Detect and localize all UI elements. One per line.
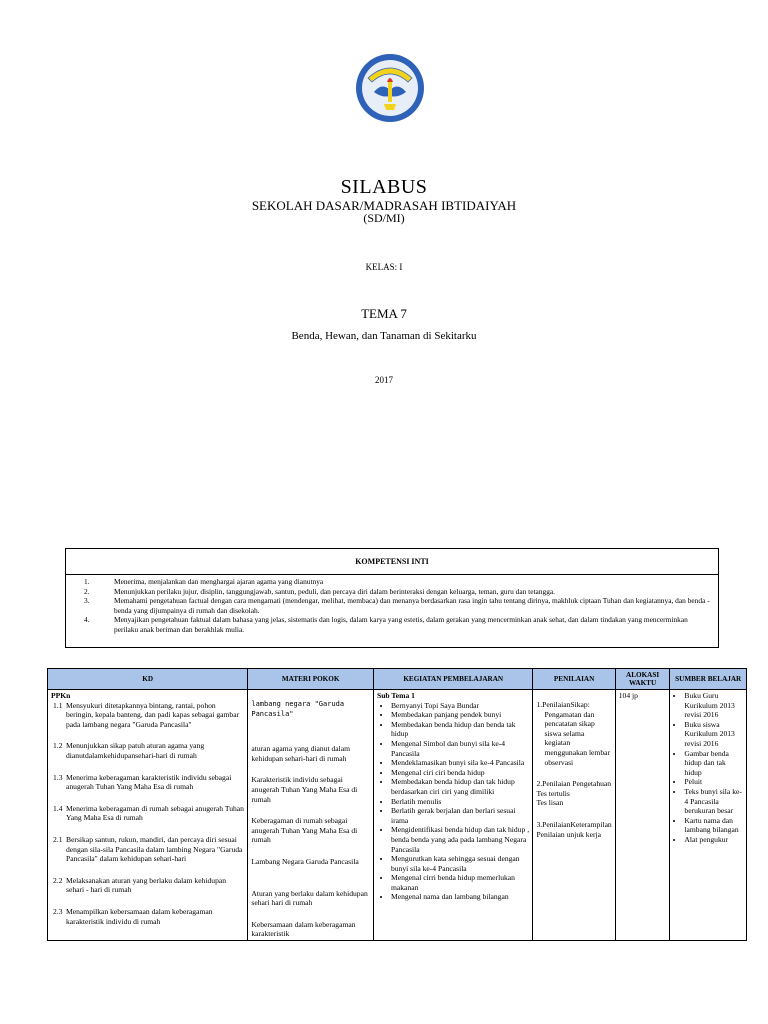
school-level: SEKOLAH DASAR/MADRASAH IBTIDAIYAH — [251, 198, 517, 213]
alokasi-cell: 104 jp — [615, 690, 670, 941]
penilaian-cell — [533, 690, 615, 941]
list-item: • Membedakan panjang pendek bunyi — [391, 710, 529, 720]
materi-item: Aturan yang berlaku dalam kehidupan sehari hari di rumah — [251, 888, 368, 908]
school-level-abbr: (SD/MI) — [363, 211, 405, 225]
silabus-table — [47, 668, 747, 941]
ki-item: 4. Menyajikan pengetahuan faktual dalam bahasa yang jelas, sistematis dan logis, dalam karya yang estetis, dalam gerakan yang mencerminkan anak sehat, dan dalam tindakan yang mencerminkan perilaku anak beriman dan berakhlak mulia. — [84, 615, 688, 634]
list-item: • Alat pengukur — [684, 835, 743, 845]
header-kd: KD — [48, 669, 248, 690]
materi-item: lambang negara "Garuda Pancasila" — [251, 700, 345, 718]
kegiatan-cell — [373, 690, 532, 941]
list-item: • Berlatih gerak berjalan dan berlari sesuai irama — [391, 806, 529, 825]
kompetensi-inti-list — [66, 575, 718, 635]
table-row — [48, 690, 747, 941]
header-penilaian: PENILAIAN — [533, 669, 615, 690]
materi-cell — [248, 690, 374, 941]
ki-item: 1. Menerima, menjalankan dan menghargai ajaran agama yang dianutnya — [84, 577, 324, 586]
list-item: • Mengidentifikasi benda hidup dan tak hidup , benda benda yang ada pada lambang Negara Pancasila — [391, 825, 529, 854]
list-item: • Mengenal cirri benda hidup memerlukan makanan — [391, 873, 529, 892]
list-item: • Gambar benda hidup dan tak hidup — [684, 749, 743, 778]
kegiatan-list — [377, 701, 529, 902]
class-label: KELAS: I — [365, 262, 403, 272]
list-item: • Mendeklamasikan bunyi sila ke-4 Pancasila — [391, 758, 529, 768]
sumber-list — [673, 691, 743, 845]
kd-item: 2.2 Melaksanakan aturan yang berlaku dalam kehidupan sehari - hari di rumah — [53, 875, 227, 895]
header-alokasi: ALOKASI WAKTU — [615, 669, 670, 690]
ki-item: 3. Memahami pengetahuan factual dengan cara mengamati (mendengar, melihat, membaca) dan menanya berdasarkan rasa ingin tahu tentang dirinya, makhluk ciptaan Tuhan dan kegiatannya, dan benda - benda yang dijumpainya di rumah dan disekolah. — [84, 596, 710, 615]
kd-item: 1.2 Menunjukkan sikap patuh aturan agama yang dianutdalamkehidupansehari-hari di rumah — [53, 741, 205, 760]
kompetensi-inti-heading: KOMPETENSI INTI — [66, 549, 718, 575]
header-sumber: SUMBER BELAJAR — [670, 669, 747, 690]
penilaian-item: Tes tertulis — [536, 788, 570, 798]
list-item: • Mengenal ciri ciri benda hidup — [391, 768, 529, 778]
penilaian-keterampilan-body: Penilaian unjuk kerja — [536, 829, 601, 839]
tut-wuri-handayani-logo — [354, 52, 426, 124]
penilaian-keterampilan-title: 3.PenilaianKeterampilan — [536, 819, 612, 829]
ki-item: 2. Menunjukkan perilaku jujur, disiplin, tanggungjawab, santun, peduli, dan percaya diri dalam berinteraksi dengan keluarga, teman, guru dan tetangga. — [84, 586, 556, 596]
kd-item: 1.4 Menerima keberagaman di rumah sebagai anugerah Tuhan Yang Maha Esa di rumah — [53, 803, 244, 823]
kd-item: 1.3 Menerima keberagaman karakteristik individu sebagai anugerah Tuhan Yang Maha Esa di rumah — [53, 772, 232, 792]
penilaian-pengetahuan-title: 2.Penilaian Pengetahuan — [536, 779, 612, 789]
penilaian-sikap-title: 1.PenilaianSikap: — [536, 700, 590, 709]
list-item: • Buku Guru Kurikulum 2013 revisi 2016 — [684, 691, 743, 720]
year: 2017 — [375, 375, 393, 385]
list-item: • Kartu nama dan lambang bilangan — [684, 816, 743, 835]
kompetensi-inti-box — [65, 548, 719, 648]
subject-heading: PPKn — [51, 691, 71, 700]
kd-cell — [48, 690, 248, 941]
materi-item: Karakteristik individu sebagai anugerah Tuhan Yang Maha Esa di rumah — [251, 775, 358, 804]
list-item: • Mengurutkan kata sehingga sesuai dengan bunyi sila ke-4 Pancasila — [391, 854, 529, 873]
header-kegiatan: KEGIATAN PEMBELAJARAN — [373, 669, 532, 690]
kd-item: 1.1 Mensyukuri ditetapkannya bintang, rantai, pohon beringin, kepala banteng, dan padi kapas sebagai gambar pada lambang negara "Garuda Pancasila" — [53, 700, 240, 729]
sumber-cell — [670, 690, 747, 941]
materi-item: Keberagaman di rumah sebagai anugerah Tuhan Yang Maha Esa di rumah — [251, 816, 358, 845]
theme-number: TEMA 7 — [361, 306, 407, 321]
list-item: • Buku siswa Kurikulum 2013 revisi 2016 — [684, 720, 743, 749]
kd-item: 2.1 Bersikap santun, rukun, mandiri, dan percaya diri sesuai dengan sila-sila Pancasila dalam lambing Negara "Garuda Pancasila" dalam kehidupan sehari-hari — [53, 834, 243, 864]
list-item: • Peluit — [684, 777, 743, 787]
penilaian-sikap-body: Pengamatan dan pencatatan sikap siswa selama kegiatan menggunakan lembar observasi — [544, 709, 611, 767]
table-header-row — [48, 669, 747, 690]
penilaian-item: Tes lisan — [536, 798, 564, 808]
kd-item: 2.3 Menampilkan kebersamaan dalam keberagaman karakteristik individu di rumah — [53, 906, 213, 926]
list-item: • Membedakan benda hidup dan benda tak hidup — [391, 720, 529, 739]
materi-item: Lambang Negara Garuda Pancasila — [251, 856, 359, 866]
list-item: • Bernyanyi Topi Saya Bundar — [391, 701, 529, 711]
list-item: • Mengenal nama dan lambang bilangan — [391, 892, 529, 902]
subtheme-heading: Sub Tema 1 — [376, 691, 415, 700]
header-materi: MATERI POKOK — [248, 669, 374, 690]
list-item: • Mengenal Simbol dan bunyi sila ke-4 Pancasila — [391, 739, 529, 758]
materi-item: Kebersamaan dalam keberagaman karakteristik — [251, 919, 356, 939]
list-item: • Berlatih menulis — [391, 797, 529, 807]
list-item: • Teks bunyi sila ke-4 Pancasila berukuran besar — [684, 787, 743, 816]
theme-title: Benda, Hewan, dan Tanaman di Sekitarku — [291, 330, 477, 342]
list-item: • Membedakan benda hidup dan tak hidup berdasarkan ciri ciri yang dimiliki — [391, 777, 529, 796]
materi-item: aturan agama yang dianut dalam kehidupan sehari-hari di rumah — [251, 744, 351, 763]
document-title: SILABUS — [340, 176, 428, 198]
